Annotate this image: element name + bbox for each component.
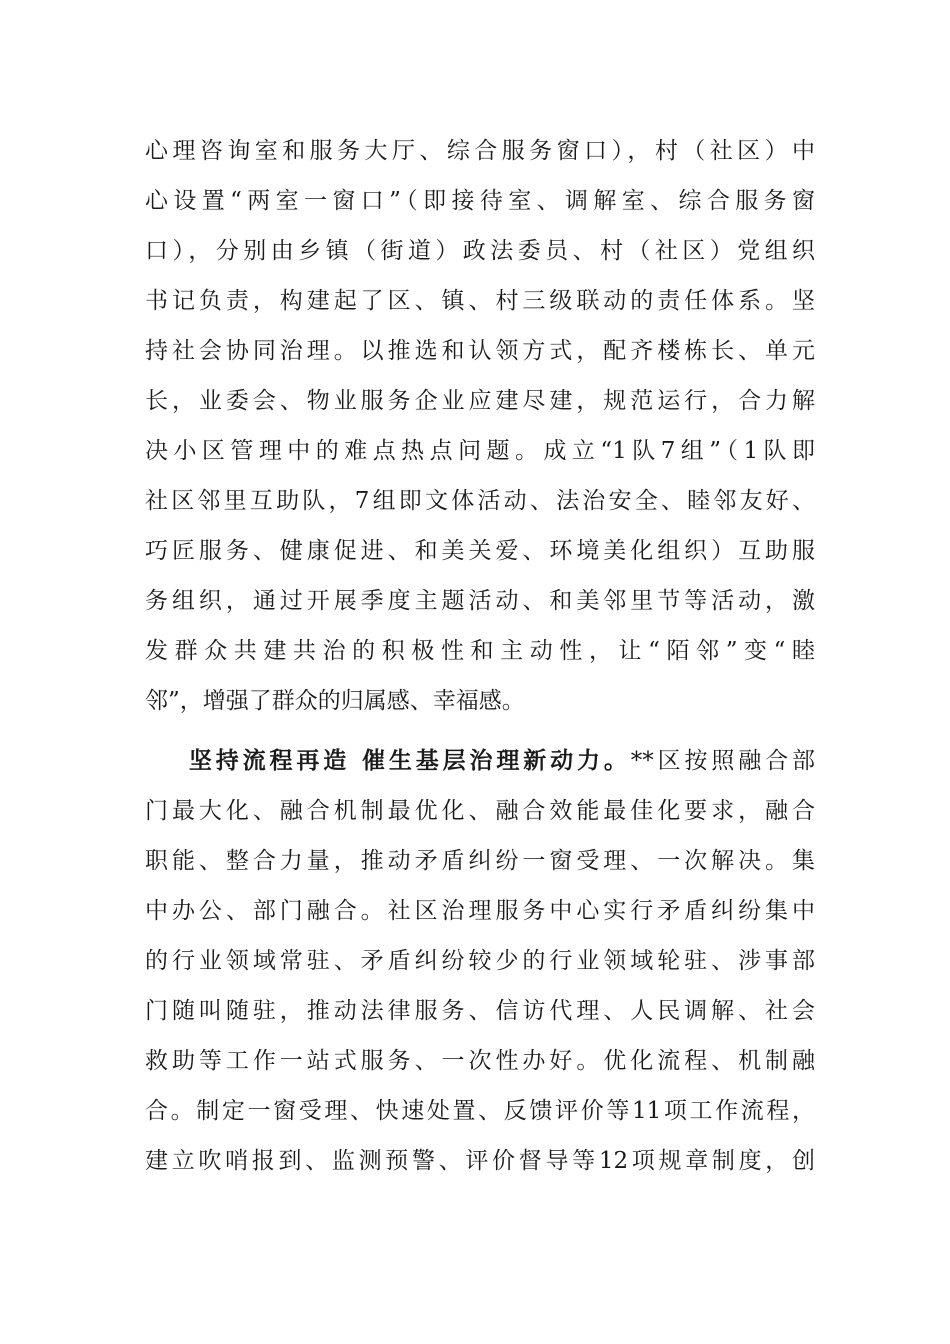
text-line: 长，业委会、物业服务企业应建尽建，规范运行，合力解 — [145, 388, 815, 414]
paragraph-community-governance — [145, 126, 815, 726]
text-line: 决小区管理中的难点热点问题。成立“1队7组”（1队即 — [145, 438, 815, 464]
text-line: 邻”，增强了群众的归属感、幸福感。 — [145, 688, 525, 714]
text-line: 心理咨询室和服务大厅、综合服务窗口），村（社区）中 — [145, 138, 815, 164]
text-line: 社区邻里互助队，7组即文体活动、法治安全、睦邻友好、 — [145, 488, 815, 514]
first-line-text: **区按照融合部 — [630, 748, 815, 774]
text-line: 建立吹哨报到、监测预警、评价督导等12项规章制度，创 — [145, 1148, 815, 1174]
text-line: 门最大化、融合机制最优化、融合效能最佳化要求，融合 — [145, 798, 815, 824]
text-line-first — [145, 736, 815, 786]
text-line: 门随叫随驻，推动法律服务、信访代理、人民调解、社会 — [145, 998, 815, 1024]
section-heading: 坚持流程再造 催生基层治理新动力。 — [185, 747, 631, 774]
text-line: 巧匠服务、健康促进、和美关爱、环境美化组织）互助服 — [145, 538, 815, 564]
text-line: 中办公、部门融合。社区治理服务中心实行矛盾纠纷集中 — [145, 898, 815, 924]
text-line: 书记负责，构建起了区、镇、村三级联动的责任体系。坚 — [145, 288, 815, 314]
paragraph-process-reengineering — [145, 736, 815, 1186]
text-line: 发群众共建共治的积极性和主动性，让“陌邻”变“睦 — [145, 638, 815, 664]
text-line: 的行业领域常驻、矛盾纠纷较少的行业领域轮驻、涉事部 — [145, 948, 815, 974]
text-line: 心设置“两室一窗口”（即接待室、调解室、综合服务窗 — [145, 188, 815, 214]
text-line: 合。制定一窗受理、快速处置、反馈评价等11项工作流程， — [145, 1098, 815, 1124]
text-line: 持社会协同治理。以推选和认领方式，配齐楼栋长、单元 — [145, 338, 815, 364]
text-line: 务组织，通过开展季度主题活动、和美邻里节等活动，激 — [145, 588, 815, 614]
text-line: 口），分别由乡镇（街道）政法委员、村（社区）党组织 — [145, 238, 815, 264]
text-line: 救助等工作一站式服务、一次性办好。优化流程、机制融 — [145, 1048, 815, 1074]
text-line: 职能、整合力量，推动矛盾纠纷一窗受理、一次解决。集 — [145, 848, 815, 874]
